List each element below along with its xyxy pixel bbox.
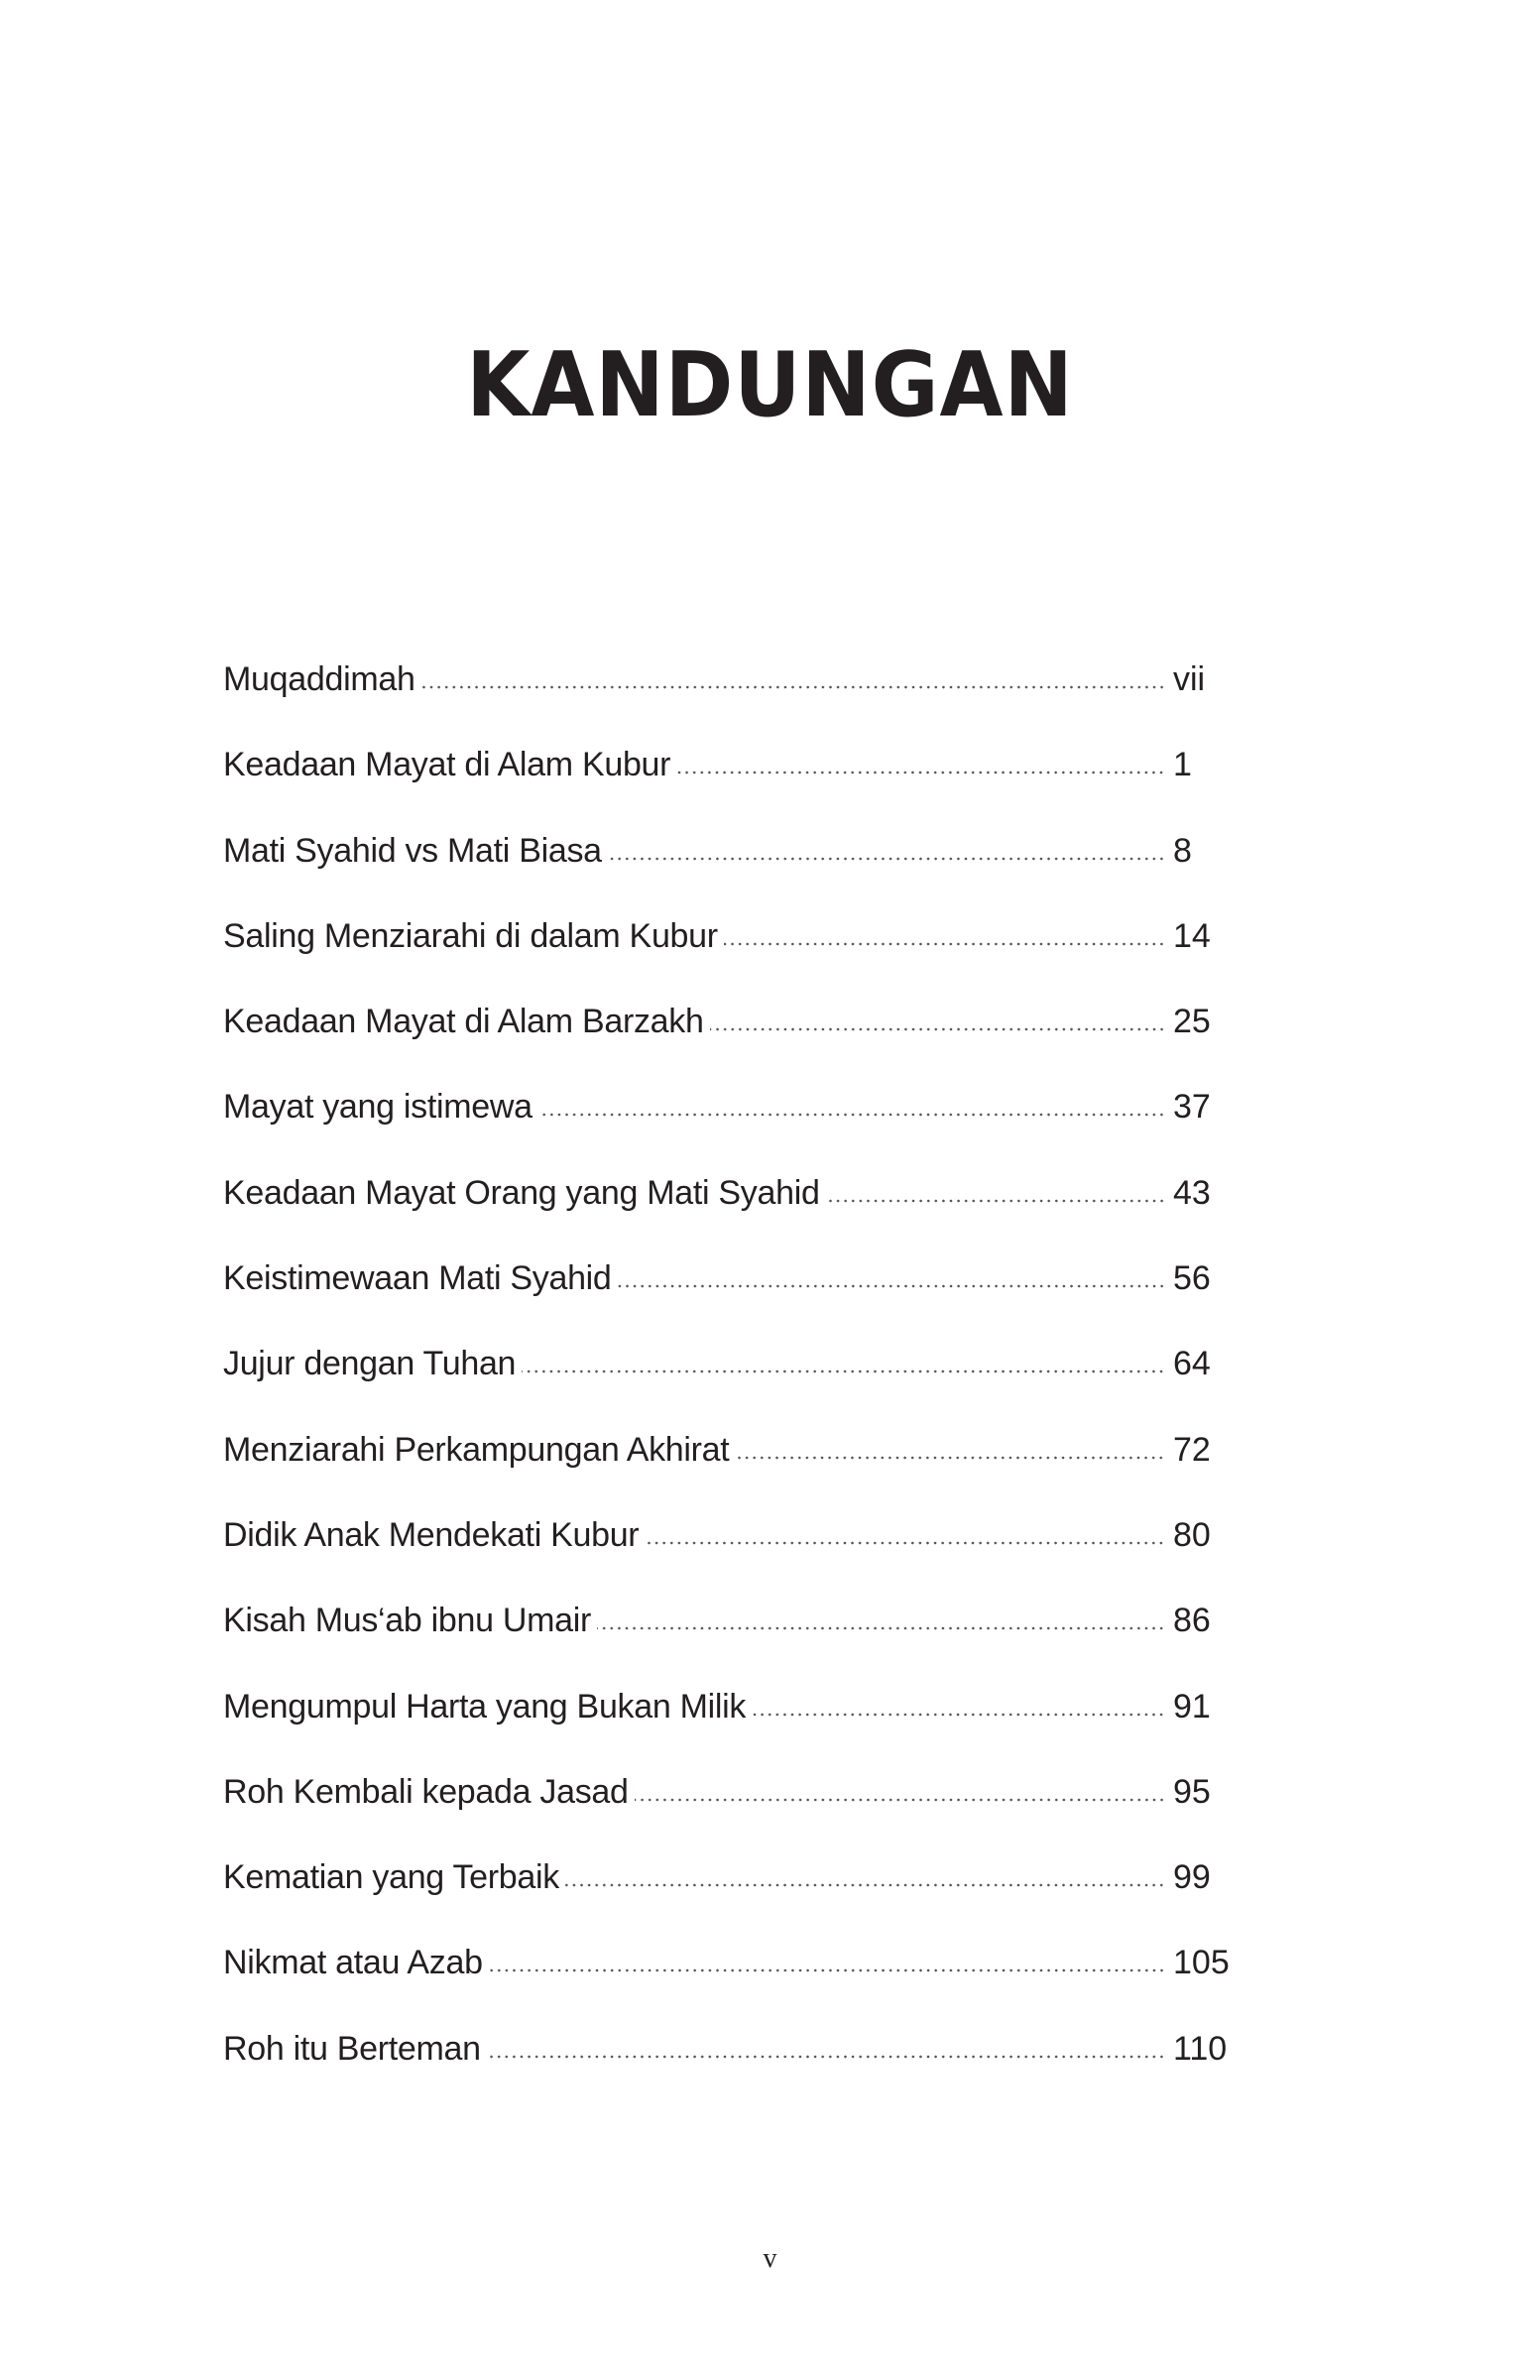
toc-entry-page: 72	[1173, 1430, 1211, 1469]
toc-entry	[223, 1259, 1225, 1345]
dot-leader	[752, 1712, 1165, 1718]
toc-entry-label: Menziarahi Perkampungan Akhirat	[223, 1430, 730, 1469]
toc-entry	[223, 746, 1225, 831]
toc-entry-page: 8	[1173, 831, 1192, 870]
toc-entry	[223, 1431, 1225, 1516]
toc-entry-label: Keadaan Mayat di Alam Barzakh	[223, 1003, 704, 1041]
toc-entry-page: 43	[1173, 1173, 1211, 1212]
toc-entry	[223, 1602, 1225, 1687]
dot-leader	[522, 1368, 1165, 1374]
toc-entry-label: Saling Menziarahi di dalam Kubur	[223, 916, 718, 955]
dot-leader	[618, 1283, 1165, 1289]
toc-entry-label: Muqaddimah	[223, 660, 415, 698]
toc-entry	[223, 1773, 1225, 1858]
dot-leader	[565, 1882, 1165, 1888]
toc-entry-page: 14	[1173, 916, 1211, 955]
toc-entry-page: 91	[1173, 1687, 1211, 1726]
dot-leader	[597, 1625, 1165, 1631]
toc-entry-label: Mengumpul Harta yang Bukan Milik	[223, 1687, 747, 1726]
toc-entry	[223, 1688, 1225, 1773]
toc-entry-page: 95	[1173, 1772, 1211, 1811]
dot-leader	[735, 1455, 1165, 1461]
toc-entry-label: Keadaan Mayat Orang yang Mati Syahid	[223, 1173, 820, 1212]
toc-entry-page: 80	[1173, 1515, 1211, 1554]
toc-entry-page: 64	[1173, 1345, 1211, 1383]
page-title: KANDUNGAN	[466, 333, 1074, 437]
dot-leader	[421, 684, 1165, 690]
toc-entry	[223, 2029, 1228, 2115]
toc-entry-page: vii	[1173, 660, 1206, 698]
toc-entry-label: Kisah Mus‘ab ibnu Umair	[223, 1602, 592, 1640]
toc-entry-page: 110	[1173, 2029, 1228, 2068]
dot-leader	[489, 1967, 1165, 1973]
toc-entry	[223, 917, 1225, 1003]
toc-entry-label: Jujur dengan Tuhan	[223, 1345, 517, 1383]
dot-leader	[645, 1540, 1165, 1546]
toc-entry	[223, 1516, 1225, 1602]
toc-entry-page: 56	[1173, 1259, 1211, 1298]
toc-entry	[223, 1858, 1225, 1944]
toc-entry-label: Roh itu Berteman	[223, 2029, 481, 2068]
toc-entry-label: Mayat yang istimewa	[223, 1088, 533, 1127]
toc-entry-label: Didik Anak Mendekati Kubur	[223, 1515, 640, 1554]
toc-entry-page: 37	[1173, 1088, 1211, 1127]
toc-entry-page: 105	[1173, 1944, 1230, 1982]
toc-entry	[223, 1174, 1225, 1259]
toc-entry-label: Keadaan Mayat di Alam Kubur	[223, 746, 671, 784]
toc-entry	[223, 1088, 1225, 1173]
page-number: v	[763, 2243, 777, 2274]
toc-entry	[223, 1944, 1230, 2029]
toc-entry-page: 25	[1173, 1003, 1211, 1041]
toc-entry	[223, 1345, 1225, 1430]
dot-leader	[487, 2054, 1165, 2060]
toc-entry	[223, 1003, 1225, 1088]
toc-entry-page: 99	[1173, 1858, 1211, 1897]
toc-entry-page: 1	[1173, 746, 1192, 784]
table-of-contents	[223, 660, 1230, 2115]
toc-entry	[223, 660, 1225, 746]
toc-entry-label: Keistimewaan Mati Syahid	[223, 1259, 612, 1298]
dot-leader	[538, 1112, 1165, 1118]
dot-leader	[710, 1026, 1165, 1032]
dot-leader	[724, 941, 1165, 947]
toc-entry	[223, 832, 1225, 917]
dot-leader	[635, 1797, 1165, 1803]
dot-leader	[608, 856, 1165, 862]
toc-entry-page: 86	[1173, 1602, 1211, 1640]
toc-entry-label: Roh Kembali kepada Jasad	[223, 1772, 629, 1811]
dot-leader	[826, 1198, 1165, 1204]
toc-entry-label: Mati Syahid vs Mati Biasa	[223, 831, 602, 870]
toc-entry-label: Kematian yang Terbaik	[223, 1858, 559, 1897]
toc-entry-label: Nikmat atau Azab	[223, 1944, 483, 1982]
dot-leader	[676, 770, 1165, 775]
